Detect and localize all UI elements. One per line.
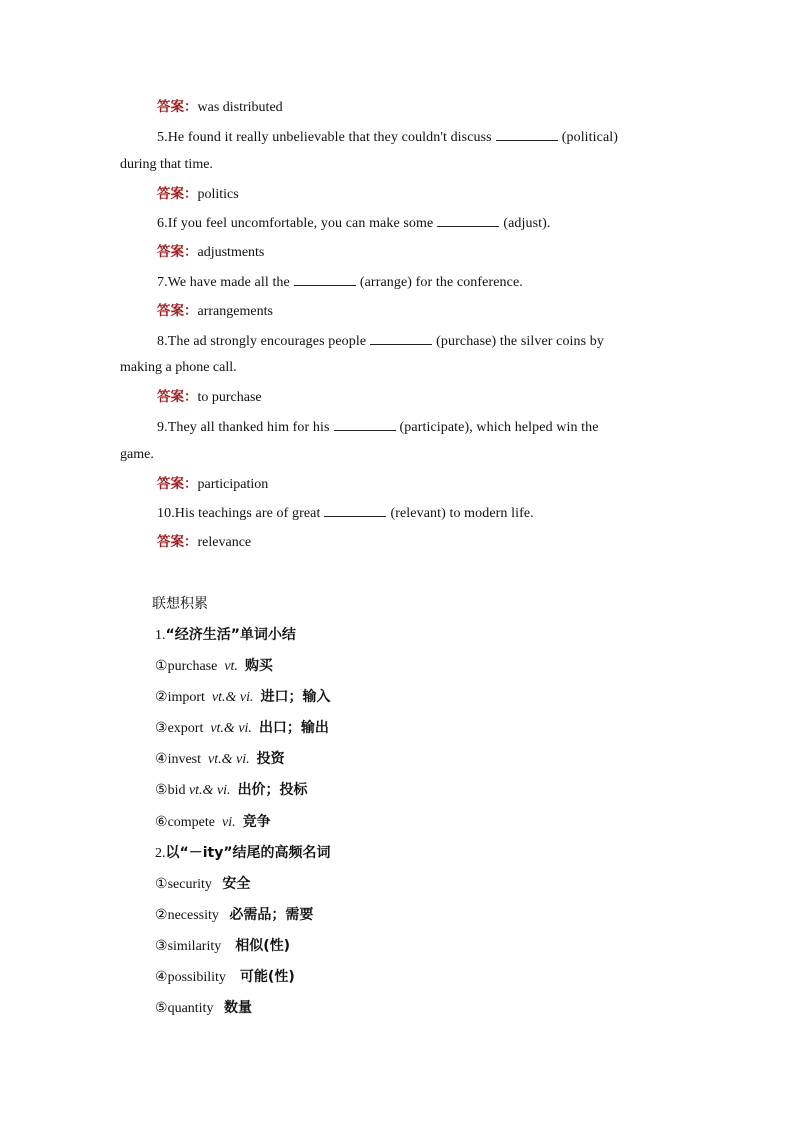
entry-meaning: 竞争	[242, 814, 271, 830]
question-hint: (political)	[561, 130, 619, 145]
question-hint: (arrange) for the conference.	[359, 275, 523, 290]
vocab-entry	[155, 999, 252, 1018]
entry-meaning: 投资	[256, 751, 285, 767]
entry-mark: ①	[155, 877, 168, 892]
answer-label: 答案：	[157, 476, 198, 492]
entry-meaning: 进口；输入	[260, 689, 331, 705]
answer-line	[157, 185, 239, 204]
entry-mark: ②	[155, 690, 168, 705]
fill-blank	[334, 418, 396, 431]
question-8-continuation: making a phone call.	[120, 360, 237, 375]
vocab-entry	[155, 875, 250, 894]
entry-word: import	[167, 690, 205, 705]
fill-blank	[324, 504, 386, 517]
question-6	[157, 214, 551, 233]
vocab-entry	[155, 937, 290, 956]
entry-mark: ③	[155, 721, 168, 736]
entry-word: possibility	[167, 970, 226, 985]
section-title: 联想积累	[152, 596, 208, 612]
answer-text: relevance	[197, 535, 252, 550]
answer-text: participation	[197, 477, 269, 492]
question-5-continuation: during that time.	[120, 157, 213, 172]
vocab-entry	[155, 906, 313, 925]
answer-label: 答案：	[157, 186, 198, 202]
entry-word: security	[167, 877, 212, 892]
entry-mark: ⑤	[155, 1001, 168, 1016]
group-2-heading	[155, 844, 331, 863]
vocab-entry	[155, 657, 273, 676]
question-hint: (adjust).	[503, 216, 551, 231]
question-hint: (participate), which helped win the	[399, 420, 599, 435]
answer-label: 答案：	[157, 303, 198, 319]
entry-pos: vt.& vi.	[188, 783, 231, 798]
vocab-entry	[155, 688, 331, 707]
answer-line	[157, 98, 283, 117]
answer-line	[157, 243, 264, 262]
entry-meaning: 出价；投标	[237, 782, 308, 798]
entry-word: quantity	[167, 1001, 214, 1016]
vocab-entry	[155, 813, 271, 832]
answer-text: politics	[197, 187, 239, 202]
entry-word: necessity	[167, 908, 219, 923]
vocab-entry	[155, 719, 329, 738]
entry-meaning: 出口；输出	[258, 720, 329, 736]
answer-line	[157, 533, 251, 552]
entry-word: invest	[167, 752, 202, 767]
entry-meaning: 安全	[222, 876, 251, 892]
question-text: 8.The ad strongly encourages people	[157, 334, 367, 349]
question-text: 5.He found it really unbelievable that they couldn't discuss	[157, 130, 492, 145]
question-text: 9.They all thanked him for his	[157, 420, 330, 435]
entry-pos: vt.& vi.	[211, 690, 254, 705]
fill-blank	[370, 332, 432, 345]
entry-word: export	[167, 721, 204, 736]
entry-pos: vt.& vi.	[210, 721, 252, 736]
answer-text: to purchase	[197, 390, 262, 405]
fill-blank	[294, 273, 356, 286]
heading-number: 1.	[155, 628, 166, 643]
question-10	[157, 504, 534, 523]
question-8	[157, 332, 604, 351]
heading-number: 2.	[155, 846, 166, 861]
answer-label: 答案：	[157, 389, 198, 405]
vocab-entry	[155, 781, 308, 800]
entry-pos: vi.	[221, 815, 236, 830]
entry-meaning: 购买	[244, 658, 273, 674]
vocab-entry	[155, 750, 285, 769]
answer-text: was distributed	[197, 100, 283, 115]
fill-blank	[496, 128, 558, 141]
entry-word: bid	[167, 783, 186, 798]
question-7	[157, 273, 523, 292]
heading-text: “经济生活”单词小结	[165, 627, 296, 643]
answer-label: 答案：	[157, 534, 198, 550]
question-9	[157, 418, 599, 437]
entry-meaning: 相似(性)	[235, 938, 291, 954]
question-text: 6.If you feel uncomfortable, you can make some	[157, 216, 434, 231]
entry-word: compete	[167, 815, 215, 830]
answer-label: 答案：	[157, 99, 198, 115]
entry-word: purchase	[167, 659, 218, 674]
group-1-heading	[155, 626, 296, 645]
entry-mark: ③	[155, 939, 168, 954]
entry-mark: ⑤	[155, 783, 168, 798]
entry-mark: ⑥	[155, 815, 168, 830]
answer-line	[157, 388, 262, 407]
entry-meaning: 可能(性)	[239, 969, 295, 985]
answer-line	[157, 475, 268, 494]
entry-meaning: 必需品；需要	[229, 907, 314, 923]
fill-blank	[437, 214, 499, 227]
question-9-continuation: game.	[120, 447, 154, 462]
answer-label: 答案：	[157, 244, 198, 260]
entry-pos: vt.	[224, 659, 238, 674]
entry-word: similarity	[167, 939, 222, 954]
entry-mark: ②	[155, 908, 168, 923]
question-hint: (relevant) to modern life.	[390, 506, 534, 521]
question-text: 7.We have made all the	[157, 275, 290, 290]
answer-text: adjustments	[197, 245, 265, 260]
question-hint: (purchase) the silver coins by	[436, 334, 604, 349]
answer-line	[157, 302, 273, 321]
entry-mark: ④	[155, 970, 168, 985]
heading-text: 以“－ity”结尾的高频名词	[165, 845, 331, 861]
question-5	[157, 128, 618, 147]
entry-mark: ①	[155, 659, 168, 674]
vocab-entry	[155, 968, 295, 987]
entry-mark: ④	[155, 752, 168, 767]
answer-text: arrangements	[197, 304, 273, 319]
entry-meaning: 数量	[223, 1000, 252, 1016]
question-text: 10.His teachings are of great	[157, 506, 321, 521]
entry-pos: vt.& vi.	[208, 752, 250, 767]
